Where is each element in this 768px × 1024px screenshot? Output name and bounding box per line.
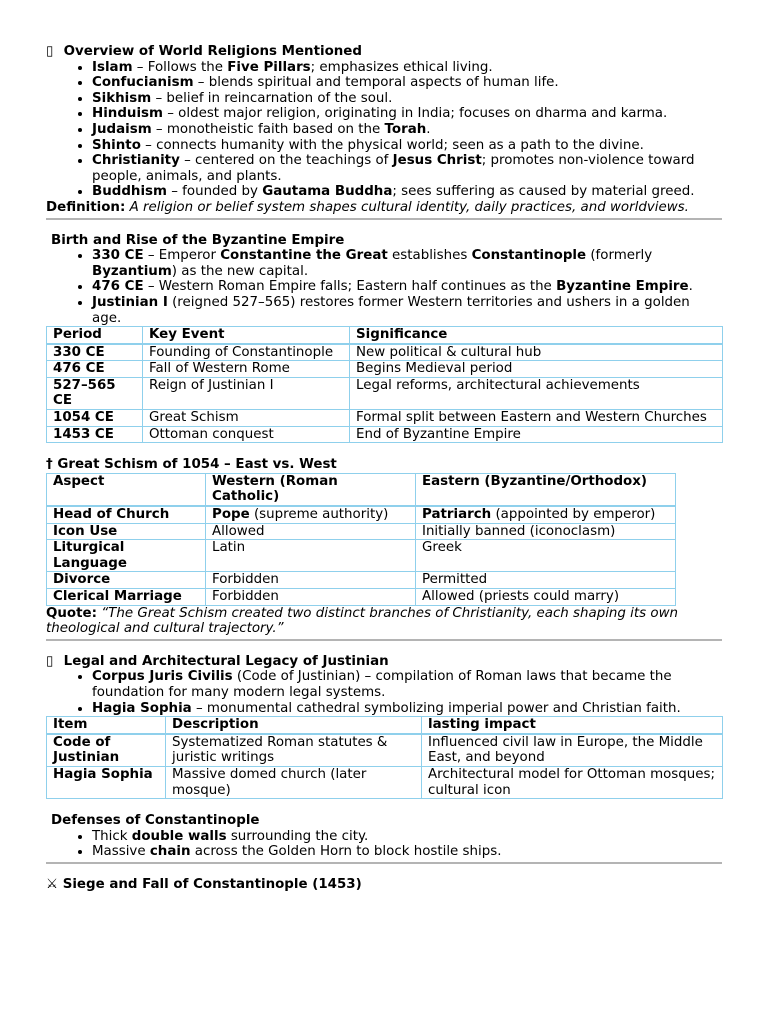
justinian-legacy-table xyxy=(46,716,723,799)
table-cell: Fall of Western Rome xyxy=(143,361,350,378)
column-header: Significance xyxy=(350,327,723,344)
list-item: • Christianity – centered on the teachings of Jesus Christ; promotes non-violence toward people, animals, and plants. xyxy=(92,153,722,184)
table-cell: Founding of Constantinople xyxy=(143,344,350,361)
byzantine-list xyxy=(46,248,722,326)
table-row xyxy=(47,344,723,361)
schism-comparison-table xyxy=(46,473,676,606)
table-row xyxy=(47,426,723,443)
byzantine-heading: Birth and Rise of the Byzantine Empire xyxy=(51,232,345,248)
defenses-list xyxy=(46,829,722,860)
table-cell: Influenced civil law in Europe, the Middle East, and beyond xyxy=(422,734,723,767)
religions-list xyxy=(46,60,722,200)
table-cell: Divorce xyxy=(47,572,206,589)
quote: Quote: “The Great Schism created two distinct branches of Christianity, each shaping its own theological and cultural trajectory.” xyxy=(46,605,679,637)
table-cell: Permitted xyxy=(416,572,676,589)
table-cell: Patriarch (appointed by emperor) xyxy=(416,506,676,523)
square-icon: ▯ xyxy=(46,653,54,669)
table-cell: Great Schism xyxy=(143,410,350,427)
table-cell: Greek xyxy=(416,540,676,572)
table-row xyxy=(47,377,723,409)
table-cell: 1054 CE xyxy=(47,410,143,427)
column-header: Key Event xyxy=(143,327,350,344)
list-item: • Corpus Juris Civilis (Code of Justinian) – compilation of Roman laws that became the foundation for many modern legal systems. xyxy=(92,669,722,700)
table-cell: Clerical Marriage xyxy=(47,589,206,606)
table-cell: Allowed (priests could marry) xyxy=(416,589,676,606)
table-cell: Initially banned (iconoclasm) xyxy=(416,523,676,540)
list-item: • Judaism – monotheistic faith based on the Torah. xyxy=(92,122,722,138)
table-cell: Icon Use xyxy=(47,523,206,540)
list-item: • Massive chain across the Golden Horn to block hostile ships. xyxy=(92,844,722,860)
siege-heading: ⚔ Siege and Fall of Constantinople (1453) xyxy=(46,876,362,892)
list-item: • Buddhism – founded by Gautama Buddha; sees suffering as caused by material greed. xyxy=(92,184,722,200)
list-item: • 330 CE – Emperor Constantine the Great establishes Constantinople (formerly Byzantium) as the new capital. xyxy=(92,248,722,279)
table-cell: New political & cultural hub xyxy=(350,344,723,361)
list-item: • Thick double walls surrounding the city. xyxy=(92,829,722,845)
table-row xyxy=(47,506,676,523)
byzantine-timeline-table xyxy=(46,326,723,443)
justinian-list xyxy=(46,669,722,716)
table-header-row xyxy=(47,327,723,344)
list-item: • Hinduism – oldest major religion, originating in India; focuses on dharma and karma. xyxy=(92,106,722,122)
table-cell: Ottoman conquest xyxy=(143,426,350,443)
table-cell: 476 CE xyxy=(47,361,143,378)
table-row xyxy=(47,540,676,572)
table-cell: End of Byzantine Empire xyxy=(350,426,723,443)
column-header: Western (Roman Catholic) xyxy=(206,473,416,506)
table-cell: Hagia Sophia xyxy=(47,766,166,798)
table-header-row xyxy=(47,473,676,506)
cross-icon: † xyxy=(46,457,53,473)
table-cell: Begins Medieval period xyxy=(350,361,723,378)
list-item: • Justinian I (reigned 527–565) restores former Western territories and ushers in a golden age. xyxy=(92,295,722,326)
table-row xyxy=(47,572,676,589)
list-item: • Shinto – connects humanity with the physical world; seen as a path to the divine. xyxy=(92,138,722,154)
square-icon: ▯ xyxy=(46,44,54,59)
table-cell: Massive domed church (later mosque) xyxy=(166,766,422,798)
table-cell: Liturgical Language xyxy=(47,540,206,572)
table-cell: 1453 CE xyxy=(47,426,143,443)
column-header: lasting impact xyxy=(422,717,723,734)
table-cell: Latin xyxy=(206,540,416,572)
column-header: Description xyxy=(166,717,422,734)
table-cell: Allowed xyxy=(206,523,416,540)
table-cell: Systematized Roman statutes & juristic writings xyxy=(166,734,422,767)
column-header: Period xyxy=(47,327,143,344)
list-item: • Islam – Follows the Five Pillars; emphasizes ethical living. xyxy=(92,60,722,76)
table-cell: Legal reforms, architectural achievements xyxy=(350,377,723,409)
list-item: • Confucianism – blends spiritual and temporal aspects of human life. xyxy=(92,75,722,91)
table-cell: Reign of Justinian I xyxy=(143,377,350,409)
defenses-heading: Defenses of Constantinople xyxy=(51,813,260,829)
list-item: • 476 CE – Western Roman Empire falls; Eastern half continues as the Byzantine Empire. xyxy=(92,279,722,295)
table-cell: Pope (supreme authority) xyxy=(206,506,416,523)
list-item: • Sikhism – belief in reincarnation of the soul. xyxy=(92,91,722,107)
table-cell: Formal split between Eastern and Western Churches xyxy=(350,410,723,427)
table-cell: Architectural model for Ottoman mosques; cultural icon xyxy=(422,766,723,798)
table-row xyxy=(47,766,723,798)
table-row xyxy=(47,523,676,540)
column-header: Item xyxy=(47,717,166,734)
column-header: Eastern (Byzantine/Orthodox) xyxy=(416,473,676,506)
table-cell: 527–565 CE xyxy=(47,377,143,409)
document-page xyxy=(46,44,722,893)
table-cell: Forbidden xyxy=(206,572,416,589)
overview-heading: ▯ Overview of World Religions Mentioned xyxy=(46,44,362,59)
table-cell: Forbidden xyxy=(206,589,416,606)
swords-icon: ⚔ xyxy=(46,876,59,892)
table-header-row xyxy=(47,717,723,734)
table-row xyxy=(47,734,723,767)
justinian-heading: ▯ Legal and Architectural Legacy of Justinian xyxy=(46,653,389,669)
table-row xyxy=(47,410,723,427)
table-cell: Code of Justinian xyxy=(47,734,166,767)
definition: Definition: A religion or belief system shapes cultural identity, daily practices, and worldviews. xyxy=(46,199,689,215)
column-header: Aspect xyxy=(47,473,206,506)
table-row xyxy=(47,361,723,378)
table-row xyxy=(47,589,676,606)
table-cell: Head of Church xyxy=(47,506,206,523)
table-cell: 330 CE xyxy=(47,344,143,361)
list-item: • Hagia Sophia – monumental cathedral symbolizing imperial power and Christian faith. xyxy=(92,701,722,717)
schism-heading: † Great Schism of 1054 – East vs. West xyxy=(46,457,337,473)
